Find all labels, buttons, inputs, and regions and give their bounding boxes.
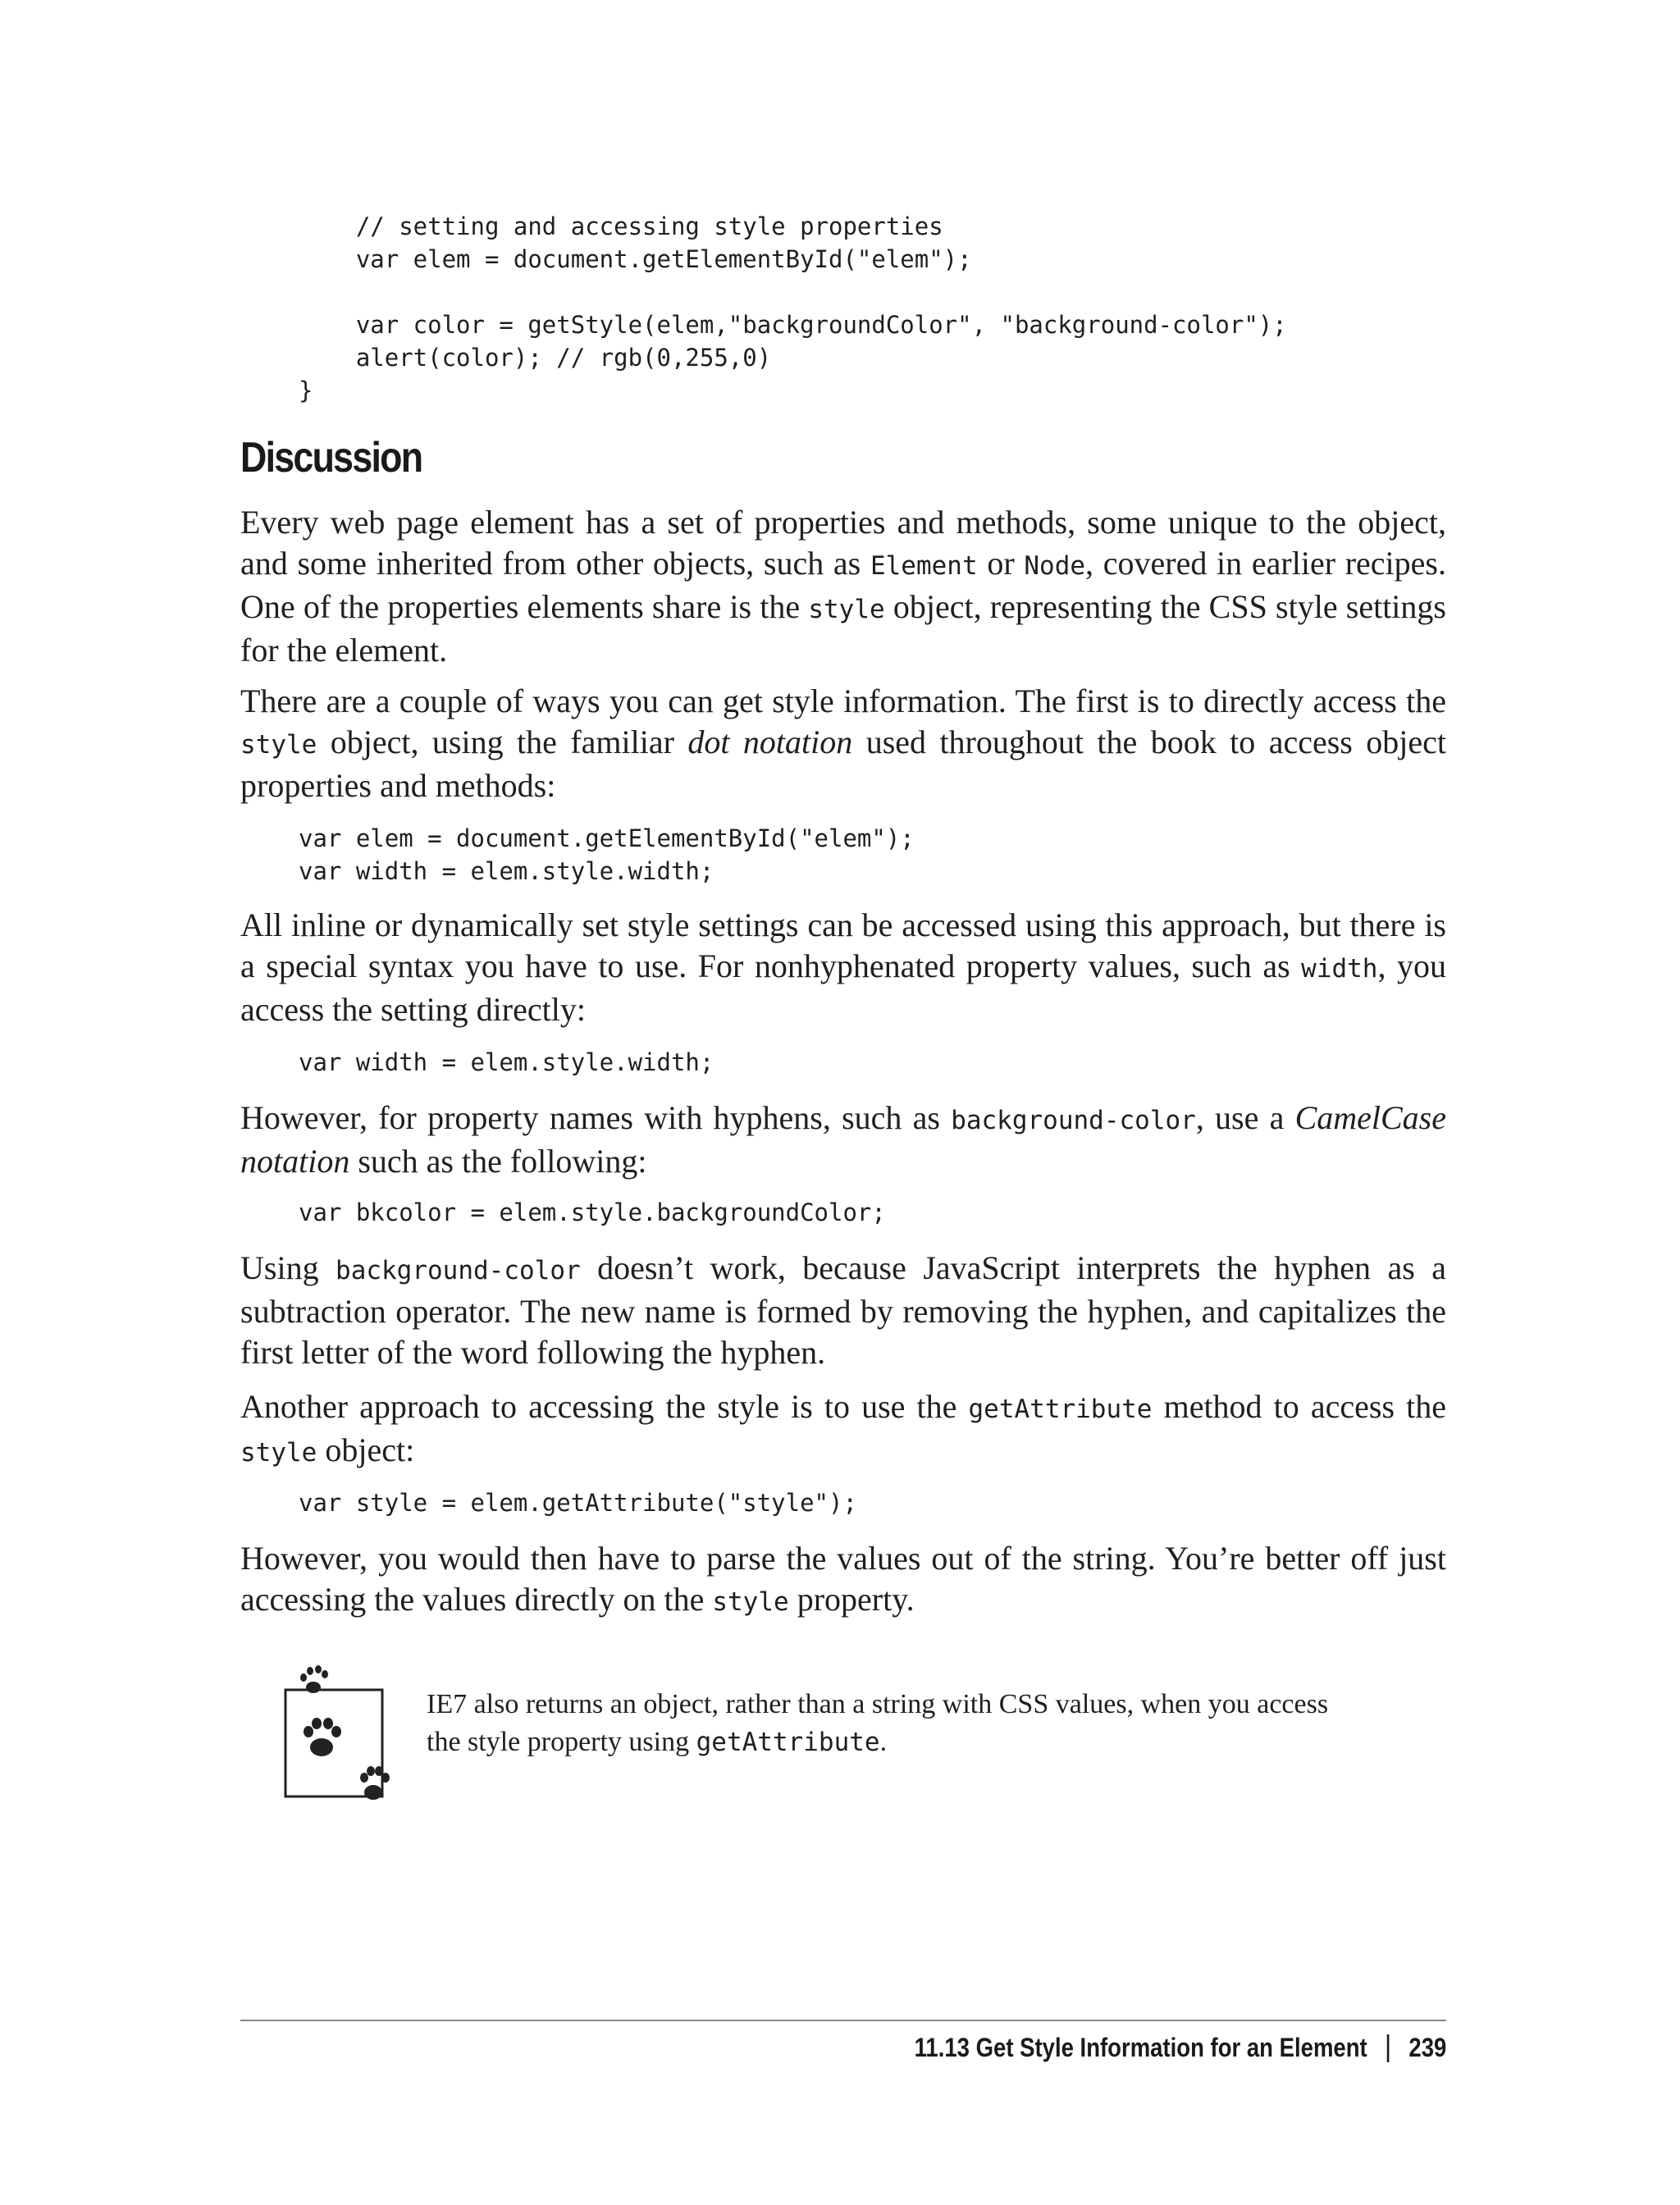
code-block-3: var bkcolor = elem.style.backgroundColor; bbox=[299, 1198, 886, 1226]
paragraph-2: There are a couple of ways you can get style information. The first is to directly access the style object, using the familiar dot notation used throughout the book to access object properties and methods: bbox=[240, 682, 1447, 804]
footer-separator bbox=[1386, 2034, 1389, 2062]
paragraph-5: Using background-color doesn’t work, because JavaScript interprets the hyphen as a subtraction operator. The new name is formed by removing the hyphen, and capitalizes the first letter of the word following the hyphen. bbox=[240, 1249, 1446, 1371]
inline-code: background-color bbox=[336, 1256, 581, 1285]
inline-code: width bbox=[1301, 954, 1378, 984]
code-block-2: var width = elem.style.width; bbox=[299, 1048, 714, 1076]
note-text: IE7 also returns an object, rather than a string with CSS values, when you access the style property using getAttribute. bbox=[427, 1689, 1329, 1757]
inline-code: Node bbox=[1024, 551, 1086, 581]
emphasis: CamelCase notation bbox=[240, 1099, 1446, 1180]
inline-code: style bbox=[240, 1438, 317, 1468]
paragraph-1: Every web page element has a set of properties and methods, some unique to the object, and some inherited from other objects, such as Element or Node, covered in earlier recipes. One of the properties elements share is the style object, representing the CSS style settings for the element. bbox=[240, 504, 1446, 669]
inline-code: background-color bbox=[951, 1106, 1196, 1135]
raccoon-paw-prints-icon bbox=[279, 1661, 402, 1809]
paragraph-6: Another approach to accessing the style is to use the getAttribute method to access the style object: bbox=[240, 1388, 1447, 1468]
paragraph-4: However, for property names with hyphens, such as background-color, use a CamelCase notation such as the following: bbox=[240, 1099, 1446, 1180]
page-number: 239 bbox=[1408, 2033, 1446, 2062]
section-heading: Discussion bbox=[240, 434, 422, 482]
footer-section-title: 11.13 Get Style Information for an Element bbox=[914, 2033, 1367, 2062]
inline-code: getAttribute bbox=[696, 1728, 880, 1757]
inline-code: getAttribute bbox=[968, 1395, 1153, 1424]
code-block-4: var style = elem.getAttribute("style"); bbox=[299, 1489, 857, 1517]
inline-code: style bbox=[240, 730, 317, 760]
code-listing-top: // setting and accessing style properties var elem = document.getElementById("elem"); var color = getStyle(elem,"backgroundColor", "background-color"); alert(color); // rgb(0,255,0) } bbox=[299, 212, 1287, 404]
code-block-1: var elem = document.getElementById("elem"); var width = elem.style.width; bbox=[299, 824, 915, 885]
paragraph-3: All inline or dynamically set style settings can be accessed using this approach, but there is a special syntax you have to use. For nonhyphenated property values, such as width, you access the setting directly: bbox=[240, 906, 1446, 1028]
paragraph-7: However, you would then have to parse the values out of the string. You’re better off just accessing the values directly on the style property. bbox=[240, 1540, 1446, 1618]
emphasis: dot notation bbox=[687, 724, 853, 760]
page-footer bbox=[914, 2033, 1446, 2063]
inline-code: style bbox=[808, 595, 885, 624]
footer-rule bbox=[240, 2020, 1446, 2021]
inline-code: Element bbox=[870, 551, 978, 581]
inline-code: style bbox=[712, 1587, 789, 1617]
